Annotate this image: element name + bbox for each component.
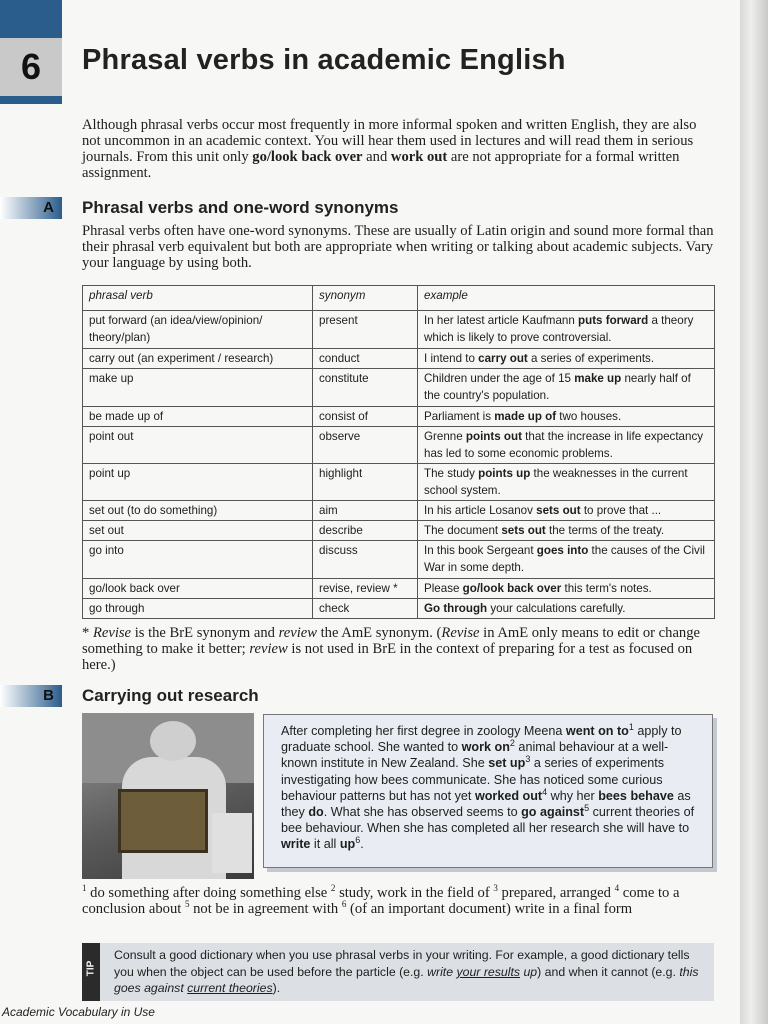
section-letter: A (43, 199, 54, 216)
footnote-text: not be in agreement with (193, 901, 339, 917)
story-text: . (360, 837, 364, 852)
tip-run: ). (272, 981, 281, 995)
note-text: * (82, 625, 93, 641)
example-text: the weaknesses in the current school system. (424, 467, 688, 497)
column-header: synonym (313, 286, 418, 311)
footnote-text: prepared, arranged (501, 885, 611, 901)
example-text: In her latest article Kaufmann (424, 314, 579, 327)
table-row (83, 407, 715, 427)
synonym-cell: revise, review * (313, 579, 418, 599)
story-text: After completing her first degree in zoology Meena (281, 724, 566, 738)
footnote-marker: 1 (628, 721, 634, 732)
photo-hive-frame (118, 789, 208, 853)
example-phrasal-verb: sets out (501, 524, 546, 537)
tip-label: TIP (85, 960, 97, 977)
phrasal-verb-cell: go through (83, 599, 313, 619)
example-text: your calculations carefully. (487, 602, 626, 615)
example-cell (418, 501, 715, 521)
example-text: the causes of the Civil War in some depth. (424, 544, 705, 574)
example-text: I intend to (424, 352, 479, 365)
intro-text: are not appropriate for a formal written assignment. (82, 149, 680, 181)
phrasal-verb-cell: be made up of (83, 407, 313, 427)
footnote-marker: 2 (509, 738, 515, 749)
footnote-text: (of an important document) write in a final form (350, 901, 633, 917)
section-a-heading: Phrasal verbs and one-word synonyms (82, 198, 399, 217)
phrasal-verb-cell: go/look back over (83, 579, 313, 599)
table-row (83, 541, 715, 579)
synonym-cell: observe (313, 427, 418, 464)
note-italic: review (278, 625, 317, 641)
footnote-number: 2 (330, 883, 336, 894)
example-text: that the increase in life expectancy has led to some economic problems. (424, 430, 704, 460)
note-italic: review (249, 641, 288, 657)
page-edge (740, 0, 768, 1024)
example-cell (418, 311, 715, 349)
footnote-text: study, work in the field of (339, 885, 490, 901)
tip-underlined: your results (456, 964, 521, 979)
story-text: animal behaviour at a well-known institute in New Zealand. She (281, 740, 669, 771)
story-phrasal-verb: work on (461, 740, 510, 755)
intro-text: Although phrasal verbs occur most frequently in more informal spoken and written English, they are also not uncommon in an academic context. You will hear them used in lectures and will read them in serious journals. From this unit only (82, 117, 697, 165)
table-row (83, 501, 715, 521)
tip-label-bar (82, 943, 100, 1001)
footnote-text: come to a conclusion about (82, 885, 680, 917)
tip-italic: write (427, 964, 457, 979)
phrasal-verb-cell: go into (83, 541, 313, 579)
footnote-number: 3 (493, 883, 498, 894)
synonym-cell: highlight (313, 464, 418, 501)
intro-text: and (362, 149, 391, 165)
table-header-row (83, 286, 715, 311)
tip-italic: up (520, 964, 538, 979)
column-header: example (418, 286, 715, 311)
tip-run: ) and when it cannot (e.g. (537, 964, 680, 979)
column-header: phrasal verb (83, 286, 313, 311)
unit-tab (0, 0, 62, 104)
tip-underlined: current theories (187, 981, 273, 995)
example-phrasal-verb: goes into (536, 544, 589, 557)
phrasal-verb-table (82, 285, 715, 619)
example-text: The document (424, 524, 502, 537)
story-phrasal-verb: set up (488, 756, 526, 771)
phrasal-verb-cell: make up (83, 369, 313, 407)
example-phrasal-verb: made up of (494, 410, 557, 423)
photo-hive-box (212, 813, 252, 873)
example-cell (418, 369, 715, 407)
tip-run: Consult a good dictionary when you use phrasal verbs in your writing. For example, a good dictionary tells you when the object can be used before the particle (e.g. (114, 948, 690, 979)
example-phrasal-verb: go/look back over (462, 582, 562, 595)
note-text: the AmE synonym. ( (316, 625, 442, 641)
story-phrasal-verb: bees behave (598, 788, 674, 803)
intro-bold: go/look back over (252, 149, 363, 165)
table-row (83, 311, 715, 349)
tip-box (82, 943, 714, 1001)
phrasal-verb-cell: carry out (an experiment / research) (83, 349, 313, 369)
example-phrasal-verb: points out (465, 430, 522, 443)
photo-veil (150, 721, 196, 761)
example-text: Children under the age of 15 (424, 372, 575, 385)
section-b-heading: Carrying out research (82, 686, 259, 705)
research-story-box (263, 714, 713, 868)
note-italic: Revise (441, 625, 480, 641)
note-italic: Revise (92, 625, 132, 641)
example-text: a series of experiments. (527, 352, 655, 365)
story-text: as they (281, 788, 691, 820)
example-text: Please (424, 582, 463, 595)
table-note (82, 625, 718, 673)
phrasal-verb-cell: point up (83, 464, 313, 501)
story-phrasal-verb: write (281, 837, 311, 852)
unit-title: Phrasal verbs in academic English (82, 44, 566, 76)
example-cell (418, 407, 715, 427)
tip-italic: this goes against (114, 964, 699, 995)
synonym-cell: describe (313, 521, 418, 541)
footnote-marker: 4 (542, 786, 548, 797)
example-text: In this book Sergeant (424, 544, 537, 557)
footnote-marker: 5 (584, 802, 590, 813)
table-row (83, 599, 715, 619)
example-text: nearly half of the country's population. (424, 372, 691, 402)
footnote-number: 4 (614, 883, 620, 894)
synonym-cell: discuss (313, 541, 418, 579)
footnote-number: 5 (184, 899, 190, 910)
section-b-marker (0, 685, 62, 707)
footnote-marker: 3 (525, 754, 531, 765)
story-text: apply to graduate school. She wanted to (281, 724, 682, 755)
book-footer: Academic Vocabulary in Use (2, 1005, 155, 1019)
footnote-number: 1 (82, 883, 87, 894)
table-row (83, 579, 715, 599)
example-phrasal-verb: puts forward (578, 314, 649, 327)
example-phrasal-verb: carry out (478, 352, 528, 365)
example-text: to prove that ... (580, 504, 662, 517)
phrasal-verb-cell: set out (83, 521, 313, 541)
story-text: why her (547, 788, 599, 803)
section-letter: B (43, 687, 54, 704)
note-text: in AmE only means to edit or change something to make it better; (82, 625, 700, 657)
synonym-cell: aim (313, 501, 418, 521)
note-text: is the BrE synonym and (131, 625, 279, 641)
story-text: current theories of bee behaviour. When she has completed all her research she will have to (281, 805, 695, 836)
intro-bold: work out (390, 149, 448, 165)
synonym-cell: check (313, 599, 418, 619)
example-cell (418, 579, 715, 599)
example-text: Parliament is (424, 410, 495, 423)
example-cell (418, 541, 715, 579)
story-phrasal-verb: go against (521, 805, 585, 820)
example-cell (418, 521, 715, 541)
story-phrasal-verb: went on to (565, 724, 629, 738)
phrasal-verb-cell: point out (83, 427, 313, 464)
table-row (83, 369, 715, 407)
example-text: this term's notes. (561, 582, 652, 595)
synonym-cell: present (313, 311, 418, 349)
tip-text (114, 947, 704, 997)
synonym-cell: consist of (313, 407, 418, 427)
table-row (83, 427, 715, 464)
synonym-cell: conduct (313, 349, 418, 369)
phrasal-verb-cell: put forward (an idea/view/opinion/ theory/plan) (83, 311, 313, 349)
story-text: . What she has observed seems to (323, 805, 522, 820)
table-row (83, 349, 715, 369)
story-phrasal-verb: up (339, 837, 356, 852)
example-text: In his article Losanov (424, 504, 537, 517)
section-a-paragraph: Phrasal verbs often have one-word synonyms. These are usually of Latin origin and sound more formal than their phrasal verb equivalent but both are appropriate when writing or talking about academic subjects. Vary your language by using both. (82, 223, 714, 271)
example-text: Grenne (424, 430, 466, 443)
story-text: it all (310, 837, 340, 852)
footnote-text: do something after doing something else (90, 885, 328, 901)
footnote-number: 6 (341, 899, 347, 910)
synonym-cell: constitute (313, 369, 418, 407)
example-cell (418, 464, 715, 501)
example-phrasal-verb: points up (478, 467, 531, 480)
example-phrasal-verb: sets out (536, 504, 581, 517)
unit-number: 6 (0, 38, 62, 96)
intro-paragraph (82, 117, 718, 181)
story-text: a series of experiments investigating how bees communicate. She has noticed some curious behaviour patterns but has not yet (281, 756, 665, 803)
beekeeper-photo (82, 713, 254, 879)
example-phrasal-verb: make up (574, 372, 622, 385)
story-phrasal-verb: do (308, 805, 324, 820)
example-cell (418, 349, 715, 369)
footnotes (82, 885, 718, 917)
phrasal-verb-cell: set out (to do something) (83, 501, 313, 521)
example-text: the terms of the treaty. (545, 524, 665, 537)
story-phrasal-verb: worked out (474, 788, 543, 803)
example-text: The study (424, 467, 479, 480)
footnote-marker: 6 (355, 835, 361, 846)
section-a-marker (0, 197, 62, 219)
example-cell (418, 599, 715, 619)
example-cell (418, 427, 715, 464)
table-row (83, 464, 715, 501)
note-text: is not used in BrE in the context of preparing for a test as focused on here.) (82, 641, 693, 673)
table-row (83, 521, 715, 541)
example-text: two houses. (556, 410, 622, 423)
example-text: a theory which is likely to prove controversial. (424, 314, 694, 344)
example-phrasal-verb: Go through (424, 602, 488, 615)
